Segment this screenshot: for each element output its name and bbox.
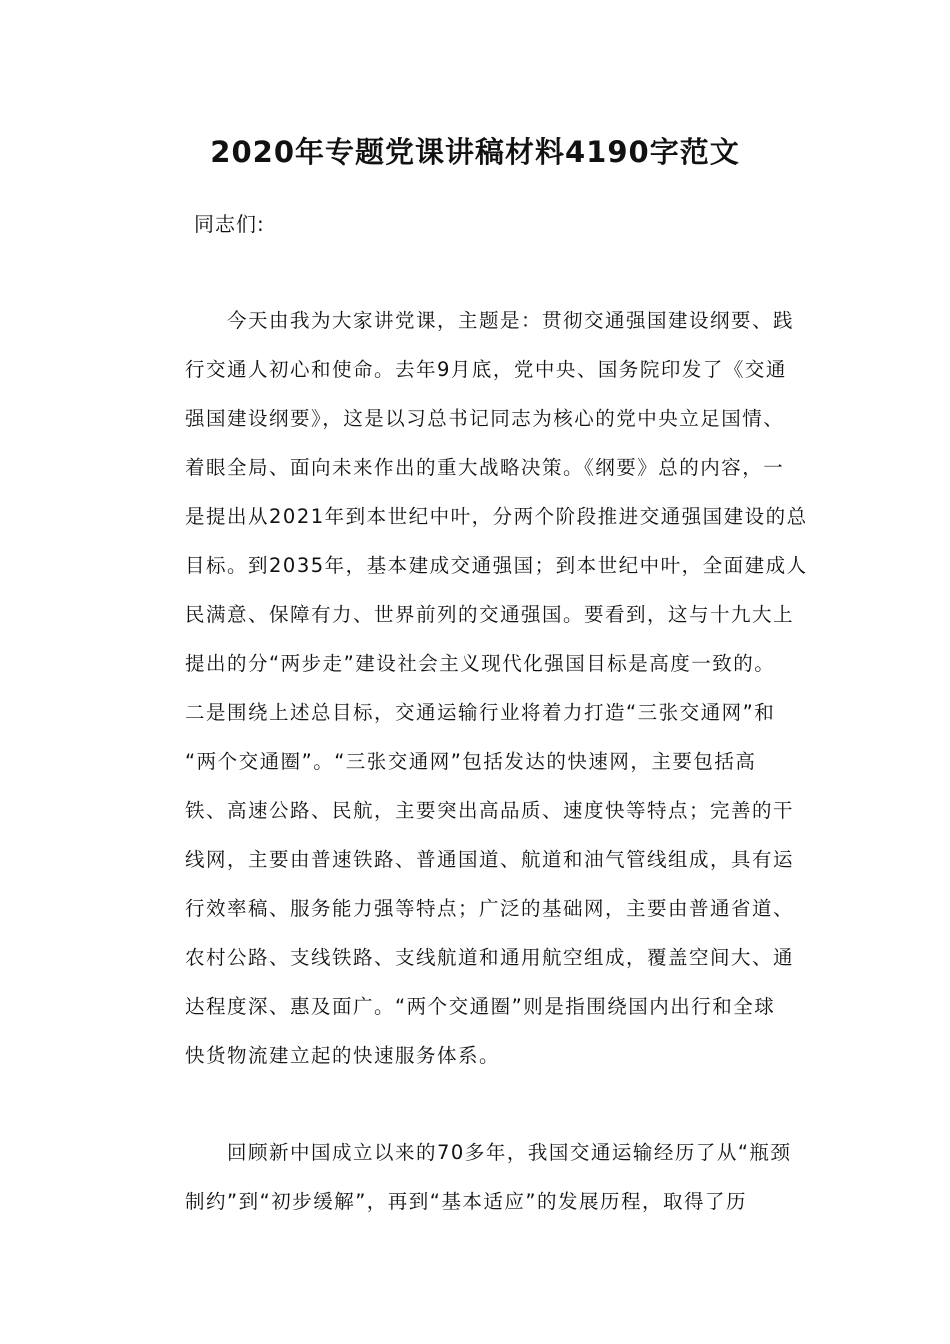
paragraph-line: 是提出从2021年到本世纪中叶，分两个阶段推进交通强国建设的总 [185,505,808,528]
paragraph-line: 着眼全局、面向未来作出的重大战略决策。《纲要》总的内容，一 [185,456,785,479]
document-title: 2020年专题党课讲稿材料4190字范文 [210,135,740,169]
paragraph-line: 强国建设纲要》，这是以习总书记同志为核心的党中央立足国情、 [185,407,785,430]
paragraph-line: 提出的分“两步走”建设社会主义现代化强国目标是高度一致的。 [185,652,776,675]
paragraph-line: 线网，主要由普速铁路、普通国道、航道和油气管线组成，具有运 [185,848,795,871]
paragraph-line: “两个交通圈”。“三张交通网”包括发达的快速网，主要包括高 [185,750,757,773]
paragraph-2 [146,1128,806,1226]
paragraph-line: 行效率稿、服务能力强等特点；广泛的基础网，主要由普通省道、 [185,897,795,920]
paragraph-line: 制约”到“初步缓解”，再到“基本适应”的发展历程，取得了历 [185,1190,748,1213]
paragraph-line: 今天由我为大家讲党课，主题是：贯彻交通强国建设纲要、践 [227,309,795,332]
paragraph-line: 快货物流建立起的快速服务体系。 [185,1044,501,1067]
document-body [146,200,806,1226]
paragraph-line: 铁、高速公路、民航，主要突出高品质、速度快等特点；完善的干 [185,799,795,822]
paragraph-line: 目标。到2035年，基本建成交通强国；到本世纪中叶，全面建成人 [185,554,808,577]
paragraph-line: 农村公路、支线铁路、支线航道和通用航空组成，覆盖空间大、通 [185,946,795,969]
paragraph-line: 回顾新中国成立以来的70多年，我国交通运输经历了从“瓶颈 [227,1141,792,1164]
paragraph-line: 二是围绕上述总目标，交通运输行业将着力打造“三张交通网”和 [185,701,776,724]
paragraph-line: 民满意、保障有力、世界前列的交通强国。要看到，这与十九大上 [185,603,795,626]
paragraph-line: 达程度深、惠及面广。“两个交通圈”则是指围绕国内出行和全球 [185,995,776,1018]
paragraph-1 [146,296,806,1080]
salutation: 同志们: [194,212,265,236]
paragraph-line: 行交通人初心和使命。去年9月底，党中央、国务院印发了《交通 [185,358,787,381]
